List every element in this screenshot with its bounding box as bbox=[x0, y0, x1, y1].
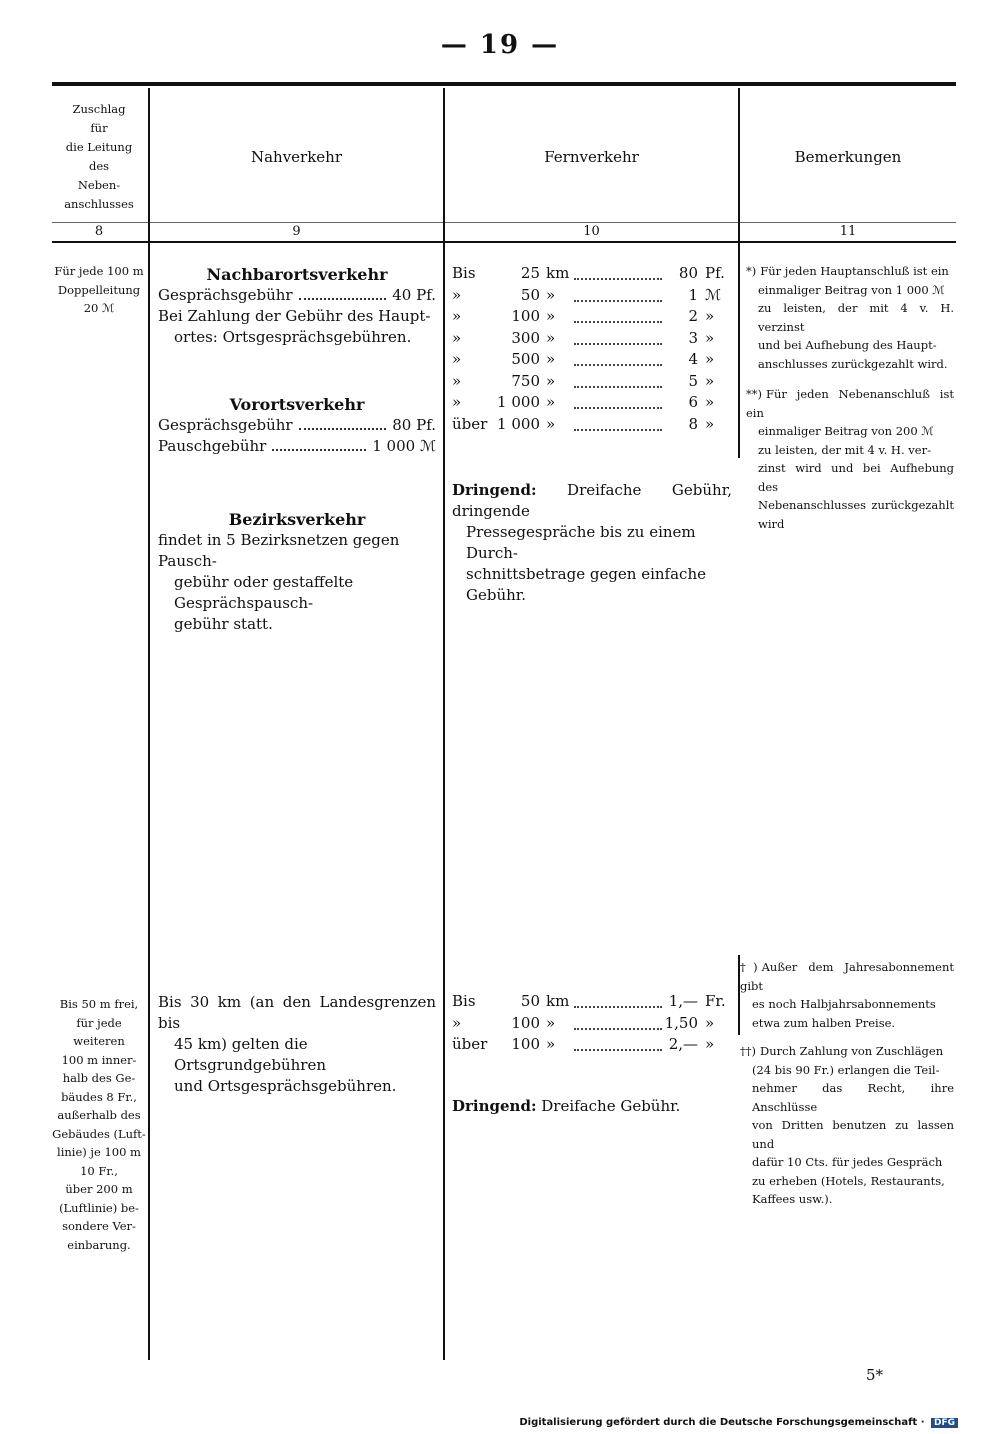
top-rule bbox=[52, 82, 956, 86]
note-line: 10 Fr., bbox=[80, 1163, 118, 1178]
column-divider-9-10 bbox=[443, 88, 445, 1360]
rate-value: 1,— bbox=[668, 992, 698, 1010]
rate-unit: » bbox=[546, 371, 556, 390]
signature-mark: 5* bbox=[866, 1366, 884, 1384]
dfg-logo: DFG bbox=[931, 1418, 958, 1428]
vorortsverkehr-heading: Vorortsverkehr bbox=[229, 395, 365, 414]
fernverkehr-rates-table-2 bbox=[452, 992, 728, 1057]
remark-note bbox=[740, 1042, 954, 1209]
dot-leader bbox=[574, 288, 662, 302]
rate-unit: » bbox=[546, 350, 556, 368]
rate-prefix: » bbox=[452, 393, 462, 411]
rate-currency: » bbox=[705, 1013, 715, 1032]
note-line: (Luftlinie) be- bbox=[59, 1200, 139, 1215]
note-line: sondere Ver- bbox=[62, 1219, 136, 1233]
remark-text: Für jeden Hauptanschluß ist ein bbox=[760, 264, 949, 278]
remark-text: zu leisten, der mit 4 v. H. ver- bbox=[758, 442, 931, 457]
note-line: außerhalb des bbox=[57, 1108, 141, 1122]
header-line: für bbox=[90, 121, 108, 135]
rate-distance: 1 000 bbox=[497, 414, 540, 433]
footnote-mark: *) bbox=[746, 264, 757, 278]
page-number: — 19 — bbox=[440, 30, 560, 60]
rate-unit: » bbox=[546, 414, 556, 433]
rate-unit: » bbox=[546, 1013, 556, 1032]
rate-prefix: » bbox=[452, 328, 462, 347]
remark-line bbox=[740, 1153, 954, 1172]
dringend-text: Dreifache Gebühr, dringende bbox=[452, 481, 732, 520]
remarks-section-2 bbox=[740, 958, 954, 1209]
dot-leader bbox=[574, 994, 662, 1008]
remark-text: nehmer das Recht, ihre Anschlüsse bbox=[752, 1081, 954, 1114]
remark-text: (24 bis 90 Fr.) erlangen die Teil- bbox=[752, 1062, 940, 1077]
remark-line bbox=[740, 1079, 954, 1116]
remark-text: Außer dem Jahresabonnement gibt bbox=[740, 960, 954, 993]
fern-dringend-1 bbox=[452, 480, 732, 606]
remark-text: anschlusses zurückgezahlt wird. bbox=[758, 356, 948, 371]
text-line: 45 km) gelten die Ortsgrundgebühren bbox=[174, 1035, 326, 1074]
column-number-rule bbox=[52, 241, 956, 243]
rate-currency: ℳ bbox=[705, 285, 722, 304]
rate-distance: 50 bbox=[520, 285, 540, 304]
note-line: einbarung. bbox=[67, 1237, 131, 1252]
rate-currency: Fr. bbox=[705, 992, 726, 1010]
dot-leader bbox=[574, 266, 662, 280]
rate-prefix: » bbox=[452, 285, 462, 304]
rate-distance: 750 bbox=[511, 371, 540, 390]
remark-text: Durch Zahlung von Zuschlägen bbox=[760, 1044, 944, 1058]
rate-currency: » bbox=[705, 1035, 715, 1053]
dringend-text: Dreifache Gebühr. bbox=[541, 1097, 681, 1115]
rate-value: 80 bbox=[678, 264, 698, 282]
rate-prefix: über bbox=[452, 414, 488, 433]
remark-text: es noch Halbjahrsabonnements bbox=[752, 997, 936, 1011]
note-line: Doppelleitung bbox=[57, 282, 141, 297]
rate-value: 3 bbox=[688, 328, 698, 347]
note-line: bäudes 8 Fr., bbox=[61, 1089, 137, 1104]
note-line: Für jede 100 m bbox=[54, 264, 144, 278]
remark-line bbox=[746, 281, 954, 300]
rate-prefix: Bis bbox=[452, 264, 476, 282]
col8-doppelleitung-note bbox=[52, 262, 146, 318]
text-line: gebühr oder gestaffelte Gesprächspausch- bbox=[174, 573, 354, 612]
note-line: ortes: Ortsgesprächsgebühren. bbox=[174, 328, 412, 346]
dot-leader bbox=[574, 374, 662, 388]
rate-unit: » bbox=[546, 285, 556, 304]
rate-value: 1,50 bbox=[664, 1013, 698, 1032]
note-line: Bis 50 m frei, bbox=[59, 997, 139, 1011]
text-line: Bis 30 km (an den Landesgrenzen bis bbox=[158, 993, 436, 1032]
vorort-row bbox=[158, 415, 436, 436]
row-value: 1 000 ℳ bbox=[372, 437, 436, 455]
dot-leader bbox=[574, 1037, 662, 1051]
dot-leader bbox=[574, 1016, 662, 1030]
nachbar-fee-row bbox=[158, 285, 436, 306]
remark-line bbox=[746, 262, 954, 281]
footer-credit: Digitalisierung gefördert durch die Deutsche Forschungsgemeinschaft · DFG bbox=[519, 1417, 958, 1428]
note-line: linie) je 100 m bbox=[57, 1145, 141, 1159]
fern-rate-row bbox=[452, 1014, 728, 1036]
remark-text: von Dritten benutzen zu lassen und bbox=[752, 1118, 954, 1151]
remark-text: Für jeden Nebenanschluß ist ein bbox=[746, 387, 954, 420]
rate-currency: Pf. bbox=[705, 264, 725, 282]
dot-leader bbox=[574, 417, 662, 431]
remark-line bbox=[746, 299, 954, 336]
note-line: Bei Zahlung der Gebühr des Haupt- bbox=[158, 307, 431, 325]
header-col-9: Nahverkehr bbox=[250, 148, 343, 166]
note-line: 20 ℳ bbox=[83, 301, 115, 315]
rate-unit: » bbox=[546, 393, 556, 411]
row-value: 80 Pf. bbox=[392, 416, 436, 434]
dringend-label: Dringend: bbox=[452, 481, 537, 499]
remark-text: zinst wird und bei Aufhebung des bbox=[758, 461, 954, 494]
fern-rate-row bbox=[452, 1035, 728, 1057]
rate-distance: 300 bbox=[511, 328, 540, 347]
note-line: 100 m inner- bbox=[61, 1052, 137, 1067]
footer-text: Digitalisierung gefördert durch die Deutsche Forschungsgemeinschaft bbox=[519, 1417, 918, 1428]
remark-line bbox=[746, 422, 954, 441]
dot-leader bbox=[299, 298, 387, 300]
rate-prefix: » bbox=[452, 371, 462, 390]
header-line: Zuschlag bbox=[72, 102, 126, 116]
rate-unit: » bbox=[546, 1035, 556, 1053]
dot-leader bbox=[574, 395, 662, 409]
remark-text: und bei Aufhebung des Haupt- bbox=[758, 338, 937, 352]
header-bottom-rule bbox=[52, 222, 956, 223]
header-col-8 bbox=[52, 100, 146, 214]
dot-leader bbox=[272, 449, 366, 451]
rate-currency: » bbox=[705, 350, 715, 368]
rate-distance: 100 bbox=[511, 307, 540, 325]
remark-text: Nebenanschlusses zurückgezahlt wird bbox=[758, 498, 954, 531]
row-label: Pauschgebühr bbox=[158, 437, 267, 455]
remark-note bbox=[740, 958, 954, 1032]
rate-currency: » bbox=[705, 307, 715, 325]
dringend-label: Dringend: bbox=[452, 1097, 537, 1115]
nachbar-note bbox=[158, 306, 436, 348]
rate-prefix: Bis bbox=[452, 992, 476, 1010]
fern-rate-row bbox=[452, 415, 728, 437]
remark-note bbox=[746, 385, 954, 533]
remark-line bbox=[746, 459, 954, 496]
rate-distance: 25 bbox=[520, 264, 540, 282]
dot-leader bbox=[299, 428, 387, 430]
fern-rate-row bbox=[452, 393, 728, 415]
note-line: über 200 m bbox=[65, 1182, 133, 1196]
rate-prefix: » bbox=[452, 307, 462, 325]
remark-line bbox=[740, 1014, 954, 1033]
fern-dringend-2 bbox=[452, 1096, 732, 1117]
fern-rate-row bbox=[452, 307, 728, 329]
remark-text: einmaliger Beitrag von 1 000 ℳ bbox=[758, 282, 945, 297]
bezirksverkehr-heading: Bezirksverkehr bbox=[228, 510, 366, 529]
note-line: halb des Ge- bbox=[62, 1071, 136, 1085]
dot-leader bbox=[574, 352, 662, 366]
remark-text: Kaffees usw.). bbox=[752, 1192, 833, 1206]
rate-prefix: über bbox=[452, 1035, 488, 1053]
rate-value: 2 bbox=[688, 307, 698, 325]
remark-line bbox=[746, 385, 954, 422]
remark-text: etwa zum halben Preise. bbox=[752, 1015, 896, 1030]
header-line: die Leitung bbox=[65, 140, 133, 154]
nahverkehr-section bbox=[158, 264, 436, 635]
rate-distance: 1 000 bbox=[497, 393, 540, 411]
footnote-mark: †) bbox=[740, 960, 758, 974]
remark-line bbox=[740, 1061, 954, 1080]
rate-unit: » bbox=[546, 307, 556, 325]
rate-value: 4 bbox=[688, 350, 698, 368]
bezirk-text bbox=[158, 530, 436, 635]
rate-currency: » bbox=[705, 393, 715, 411]
remark-line bbox=[746, 496, 954, 533]
header-line: anschlusses bbox=[64, 197, 134, 211]
nachbarortsverkehr-heading: Nachbarortsverkehr bbox=[206, 265, 388, 284]
fee-label: Gesprächsgebühr bbox=[158, 286, 293, 304]
dot-leader bbox=[574, 309, 662, 323]
rate-value: 5 bbox=[688, 371, 698, 390]
fee-value: 40 Pf. bbox=[392, 286, 436, 304]
note-line: Gebäudes (Luft- bbox=[52, 1126, 146, 1141]
remark-text: zu erheben (Hotels, Restaurants, bbox=[752, 1173, 945, 1188]
nahverkehr-section-2 bbox=[158, 992, 436, 1097]
fern-rate-row bbox=[452, 372, 728, 394]
text-line: findet in 5 Bezirksnetzen gegen Pausch- bbox=[158, 531, 400, 570]
remark-line bbox=[740, 1190, 954, 1209]
header-line: Neben- bbox=[77, 178, 121, 192]
remarks-section-1 bbox=[746, 262, 954, 533]
column-number-8: 8 bbox=[94, 224, 104, 239]
col8-zuschlag-note bbox=[52, 995, 146, 1254]
fern-rate-row bbox=[452, 286, 728, 308]
rate-unit: km bbox=[546, 992, 570, 1010]
remark-line bbox=[740, 1172, 954, 1191]
rate-unit: km bbox=[546, 264, 570, 282]
remark-line bbox=[740, 1116, 954, 1153]
column-divider-10-11 bbox=[738, 88, 740, 458]
fernverkehr-rates-table bbox=[452, 264, 728, 436]
remark-text: dafür 10 Cts. für jedes Gespräch bbox=[752, 1155, 943, 1169]
footnote-mark: ††) bbox=[740, 1044, 756, 1058]
fern-rate-row bbox=[452, 329, 728, 351]
footnote-mark: **) bbox=[746, 387, 762, 401]
remark-text: einmaliger Beitrag von 200 ℳ bbox=[758, 424, 934, 438]
rate-value: 6 bbox=[688, 393, 698, 411]
rate-currency: » bbox=[705, 328, 715, 347]
note-line: für jede weiteren bbox=[73, 1015, 125, 1048]
rate-distance: 500 bbox=[511, 350, 540, 368]
text-line: und Ortsgesprächsgebühren. bbox=[174, 1077, 397, 1095]
rate-currency: » bbox=[705, 371, 715, 390]
remark-line bbox=[746, 336, 954, 355]
header-line: des bbox=[88, 159, 110, 173]
remark-line bbox=[740, 1042, 954, 1061]
rate-value: 1 bbox=[688, 285, 698, 304]
text-line: gebühr statt. bbox=[174, 615, 273, 633]
dot-leader bbox=[574, 331, 662, 345]
rate-prefix: » bbox=[452, 350, 462, 368]
dringend-text: schnittsbetrage gegen einfache Gebühr. bbox=[466, 565, 706, 604]
remark-text: zu leisten, der mit 4 v. H. verzinst bbox=[758, 301, 954, 334]
rate-unit: » bbox=[546, 328, 556, 347]
rate-currency: » bbox=[705, 414, 715, 433]
remark-line bbox=[746, 441, 954, 460]
fern-rate-row bbox=[452, 264, 728, 286]
vorort-row bbox=[158, 436, 436, 457]
fern-rate-row bbox=[452, 992, 728, 1014]
rate-distance: 100 bbox=[511, 1013, 540, 1032]
column-divider-8-9 bbox=[148, 88, 150, 1360]
header-col-10: Fernverkehr bbox=[544, 148, 639, 166]
rate-distance: 100 bbox=[511, 1035, 540, 1053]
column-number-9: 9 bbox=[292, 224, 301, 239]
row-label: Gesprächsgebühr bbox=[158, 416, 293, 434]
rate-distance: 50 bbox=[520, 992, 540, 1010]
rate-prefix: » bbox=[452, 1013, 462, 1032]
column-number-11: 11 bbox=[839, 224, 857, 239]
fern-rate-row bbox=[452, 350, 728, 372]
rate-value: 2,— bbox=[668, 1035, 698, 1053]
dringend-text: Pressegespräche bis zu einem Durch- bbox=[466, 523, 696, 562]
header-col-11: Bemerkungen bbox=[794, 148, 902, 166]
column-number-10: 10 bbox=[583, 224, 600, 239]
remark-line bbox=[746, 355, 954, 374]
remark-line bbox=[740, 958, 954, 995]
rate-value: 8 bbox=[688, 414, 698, 433]
remark-note bbox=[746, 262, 954, 373]
remark-line bbox=[740, 995, 954, 1014]
